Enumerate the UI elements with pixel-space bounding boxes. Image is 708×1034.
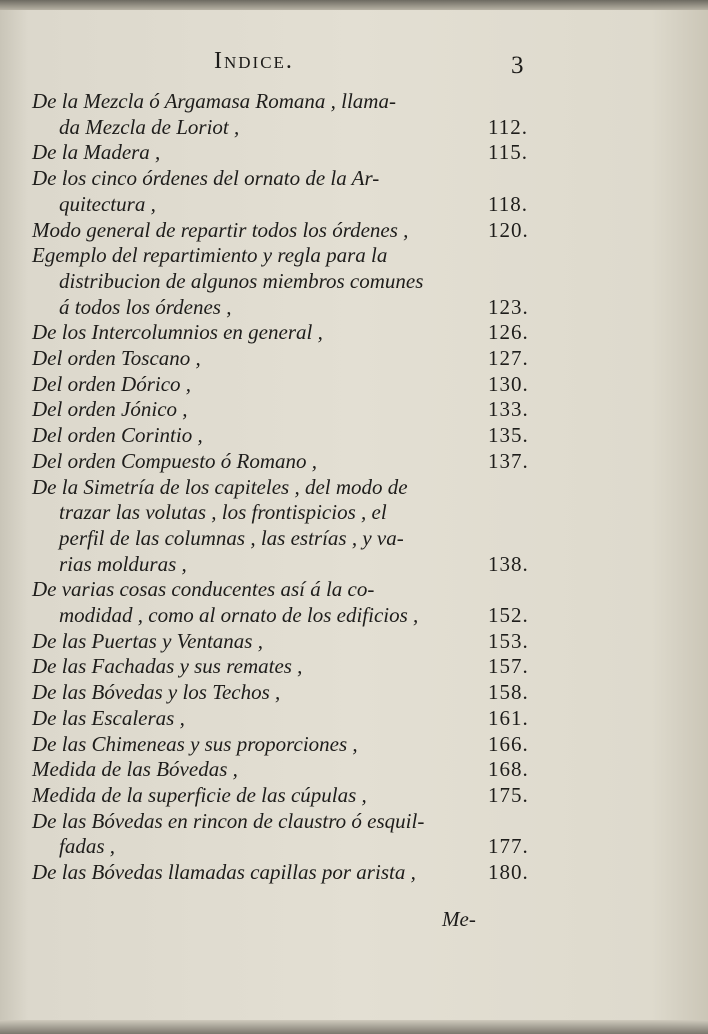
toc-entry (32, 423, 548, 449)
toc-entry (32, 475, 548, 578)
toc-entry-page-number: 152. (488, 603, 529, 628)
toc-entry-page-number: 175. (488, 782, 529, 807)
toc-entry (32, 629, 548, 655)
toc-entry (32, 89, 548, 140)
toc-entry-page-number: 127. (488, 346, 529, 371)
toc-entry-page-number: 161. (488, 705, 529, 730)
toc-entry (32, 449, 548, 475)
toc-entry (32, 680, 548, 706)
toc-entry-page-number: 130. (488, 371, 529, 396)
toc-entry-page-number: 180. (488, 860, 529, 885)
toc-entry (32, 809, 548, 860)
toc-entry-line: perfil de las columnas , las estrías , y va- (59, 525, 404, 550)
toc-entry-line: Medida de las Bóvedas , (32, 757, 238, 782)
toc-entry (32, 243, 548, 320)
toc-entry-line: De las Escaleras , (32, 705, 185, 730)
toc-entry-line: De las Bóvedas y los Techos , (32, 680, 281, 705)
toc-entry-line: Del orden Dórico , (32, 371, 192, 396)
toc-entry-line: De las Bóvedas llamadas capillas por arista , (32, 860, 416, 885)
toc-entry-page-number: 153. (488, 628, 529, 653)
toc-entry (32, 783, 548, 809)
toc-entry-page-number: 120. (488, 217, 529, 242)
toc-entry (32, 346, 548, 372)
page-title: Indice. (214, 48, 294, 74)
toc-entry-page-number: 157. (488, 654, 529, 679)
toc-entry-page-number: 135. (488, 423, 529, 448)
toc-entry-line: modidad , como al ornato de los edificios , (59, 603, 419, 628)
toc-entry-page-number: 137. (488, 448, 529, 473)
toc-entry-line: De la Simetría de los capiteles , del modo de (32, 474, 408, 499)
toc-entry-line: quitectura , (59, 191, 156, 216)
toc-entry-line: fadas , (59, 834, 116, 859)
toc-entry-page-number: 133. (488, 397, 529, 422)
toc-entry (32, 397, 548, 423)
toc-entry (32, 140, 548, 166)
toc-entry-line: trazar las volutas , los frontispicios , el (59, 500, 387, 525)
toc-entry (32, 218, 548, 244)
toc-entry-line: Del orden Toscano , (32, 346, 201, 371)
toc-entry-line: Del orden Jónico , (32, 397, 188, 422)
toc-entry (32, 577, 548, 628)
toc-entry-line: De las Puertas y Ventanas , (32, 628, 263, 653)
catchword: Me- (442, 907, 476, 931)
toc-entry-line: Del orden Corintio , (32, 423, 203, 448)
toc-entry-line: á todos los órdenes , (59, 294, 232, 319)
toc-entry-line: Del orden Compuesto ó Romano , (32, 448, 318, 473)
toc-entry (32, 706, 548, 732)
toc-entry-line: De las Fachadas y sus remates , (32, 654, 303, 679)
toc-entry-page-number: 126. (488, 320, 529, 345)
toc-entry-page-number: 177. (488, 834, 529, 859)
toc-entry-line: De la Madera , (32, 140, 161, 165)
toc-entry-line: Modo general de repartir todos los órdenes , (32, 217, 409, 242)
toc-entry (32, 732, 548, 758)
toc-entry-page-number: 118. (488, 191, 528, 216)
toc-entry-line: distribucion de algunos miembros comunes (59, 268, 424, 293)
toc-entry (32, 860, 548, 886)
toc-entry-line: De las Bóvedas en rincon de claustro ó esquil- (32, 808, 425, 833)
toc-entry-page-number: 115. (488, 140, 528, 165)
toc-entry-line: De la Mezcla ó Argamasa Romana , llama- (32, 89, 396, 113)
toc-entry-line: De las Chimeneas y sus proporciones , (32, 731, 358, 756)
toc-entry-line: Medida de la superficie de las cúpulas , (32, 782, 367, 807)
toc-entry-page-number: 168. (488, 757, 529, 782)
toc-entry (32, 654, 548, 680)
toc-entry-line: rias molduras , (59, 551, 187, 576)
table-of-contents (32, 89, 548, 886)
page-number: 3 (511, 52, 524, 79)
toc-entry-page-number: 123. (488, 294, 529, 319)
toc-entry-page-number: 158. (488, 680, 529, 705)
toc-entry-line: De varias cosas conducentes así á la co- (32, 577, 375, 602)
toc-entry-line: De los cinco órdenes del ornato de la Ar- (32, 166, 380, 191)
toc-entry (32, 166, 548, 217)
toc-entry-page-number: 138. (488, 551, 529, 576)
toc-entry (32, 757, 548, 783)
toc-entry (32, 320, 548, 346)
toc-entry-line: Egemplo del repartimiento y regla para la (32, 243, 388, 268)
toc-entry-line: De los Intercolumnios en general , (32, 320, 323, 345)
toc-entry-page-number: 166. (488, 731, 529, 756)
toc-entry-page-number: 112. (488, 114, 528, 139)
toc-entry (32, 372, 548, 398)
toc-entry-line: da Mezcla de Loriot , (59, 114, 240, 139)
